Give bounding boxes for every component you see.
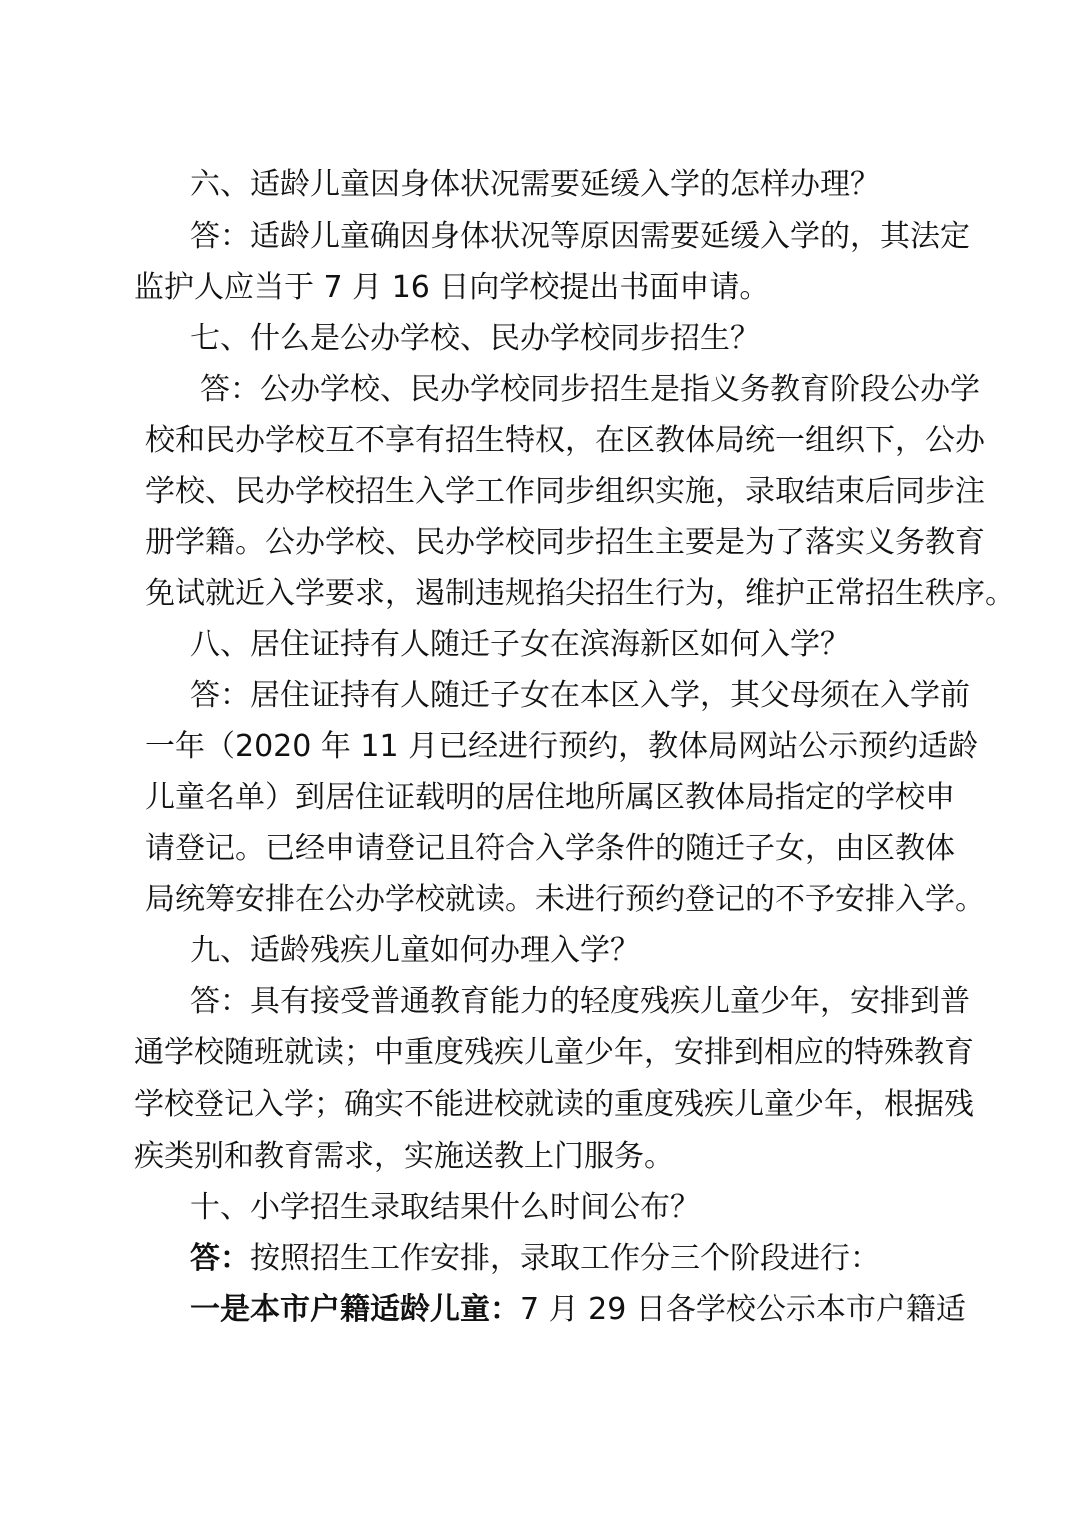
question-6-heading: 六、适龄儿童因身体状况需要延缓入学的怎样办理？ [190, 167, 880, 202]
answer-10-line-2 [190, 1284, 1080, 1336]
answer-10-text: 按照招生工作安排，录取工作分三个阶段进行： [250, 1241, 880, 1276]
answer-8-line-1: 答：居住证持有人随迁子女在本区入学，其父母须在入学前 [190, 678, 970, 713]
answer-9-line-4: 疾类别和教育需求，实施送教上门服务。 [134, 1139, 674, 1174]
answer-8-line-5: 局统筹安排在公办学校就读。未进行预约登记的不予安排入学。 [145, 882, 985, 917]
answer-10-line-1 [190, 1233, 1080, 1285]
answer-7-line-4: 册学籍。公办学校、民办学校同步招生主要是为了落实义务教育 [145, 525, 985, 560]
answer-9-line-1: 答：具有接受普通教育能力的轻度残疾儿童少年，安排到普 [190, 984, 970, 1019]
answer-8-line-2: 一年（2020 年 11 月已经进行预约，教体局网站公示预约适龄 [145, 729, 979, 764]
stage-one-label: 一是本市户籍适龄儿童： [190, 1292, 520, 1327]
question-9-heading: 九、适龄残疾儿童如何办理入学？ [190, 933, 640, 968]
answer-6-line-2: 监护人应当于 7 月 16 日向学校提出书面申请。 [134, 270, 770, 305]
answer-7-line-2: 校和民办学校互不享有招生特权，在区教体局统一组织下，公办 [145, 423, 985, 458]
answer-8-line-4: 请登记。已经申请登记且符合入学条件的随迁子女，由区教体 [145, 831, 955, 866]
answer-9-line-2: 通学校随班就读；中重度残疾儿童少年，安排到相应的特殊教育 [134, 1035, 974, 1070]
question-10-heading: 十、小学招生录取结果什么时间公布？ [190, 1190, 700, 1225]
stage-one-text: 7 月 29 日各学校公示本市户籍适 [520, 1292, 966, 1327]
answer-7-line-3: 学校、民办学校招生入学工作同步组织实施，录取结束后同步注 [145, 474, 985, 509]
answer-9-line-3: 学校登记入学；确实不能进校就读的重度残疾儿童少年，根据残 [134, 1087, 974, 1122]
answer-7-line-1: 答：公办学校、民办学校同步招生是指义务教育阶段公办学 [200, 372, 980, 407]
answer-label: 答： [190, 1241, 250, 1276]
answer-8-line-3: 儿童名单）到居住证载明的居住地所属区教体局指定的学校申 [145, 780, 955, 815]
question-7-heading: 七、什么是公办学校、民办学校同步招生？ [190, 321, 760, 356]
question-8-heading: 八、居住证持有人随迁子女在滨海新区如何入学？ [190, 627, 850, 662]
answer-7-line-5: 免试就近入学要求，遏制违规掐尖招生行为，维护正常招生秩序。 [145, 576, 1015, 611]
answer-6-line-1: 答：适龄儿童确因身体状况等原因需要延缓入学的，其法定 [190, 219, 970, 254]
